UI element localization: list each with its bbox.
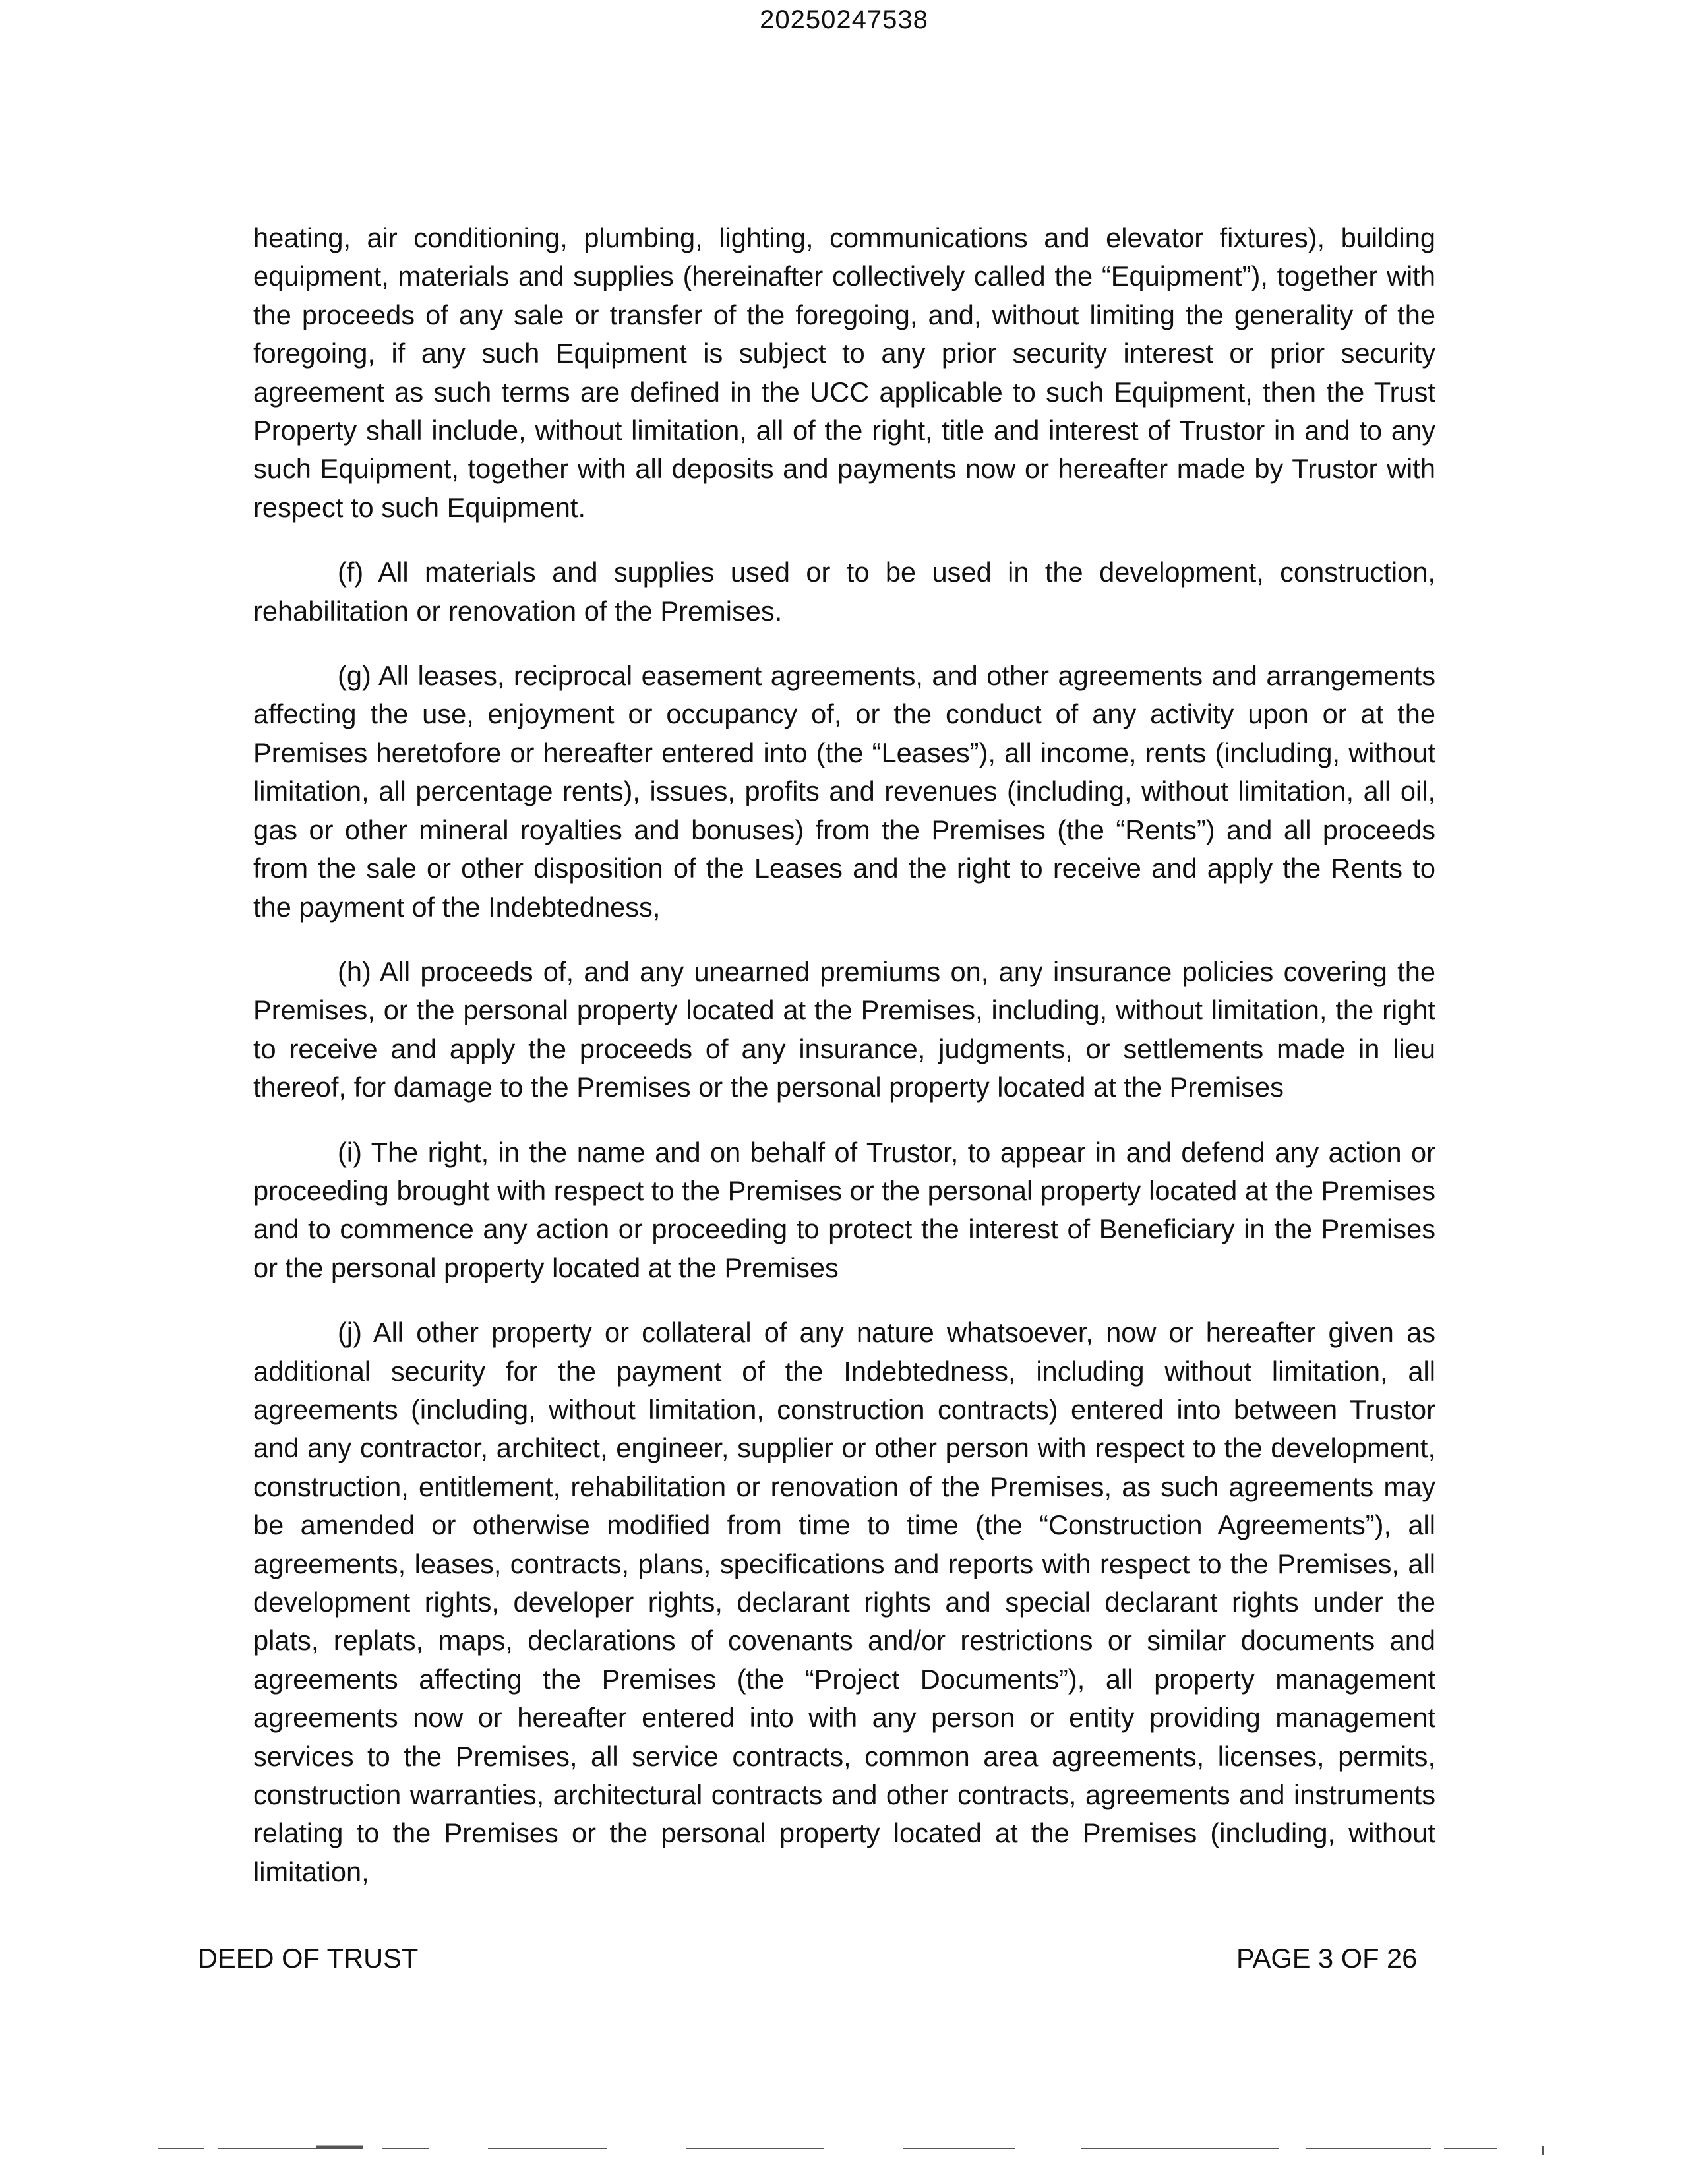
paragraph-equipment: heating, air conditioning, plumbing, lighting, communications and elevator fixtures), building equipment, materials and supplies (hereinafter collectively called the “Equipment”), together with the proceeds of any sale or transfer of the foregoing, and, without limiting the generality of the foregoing, if any such Equipment is subject to any prior security interest or prior security agreement as such terms are defined in the UCC applicable to such Equipment, then the Trust Property shall include, without limitation, all of the right, title and interest of Trustor in and to any such Equipment, together with all deposits and payments now or hereafter made by Trustor with respect to such Equipment. <box>253 222 1435 523</box>
footer-page-number: PAGE 3 OF 26 <box>1236 1943 1418 1974</box>
paragraph-g: (g) All leases, reciprocal easement agreements, and other agreements and arrangements affecting the use, enjoyment or occupancy of, or the conduct of any activity upon or at the Premises heretofore or hereafter entered into (the “Leases”), all income, rents (including, without limitation, all percentage rents), issues, profits and revenues (including, without limitation, all oil, gas or other mineral royalties and bonuses) from the Premises (the “Rents”) and all proceeds from the sale or other disposition of the Leases and the right to receive and apply the Rents to the payment of the Indebtedness, <box>253 660 1435 923</box>
paragraph-h: (h) All proceeds of, and any unearned premiums on, any insurance policies covering the Premises, or the personal property located at the Premises, including, without limitation, the right to receive and apply the proceeds of any insurance, judgments, or settlements made in lieu thereof, for damage to the Premises or the personal property located at the Premises <box>253 956 1435 1103</box>
paragraph-f: (f) All materials and supplies used or to be used in the development, construction, rehabilitation or renovation of the Premises. <box>253 557 1435 626</box>
paragraph-j: (j) All other property or collateral of any nature whatsoever, now or hereafter given as additional security for the payment of the Indebtedness, including without limitation, all agreements (including, without limitation, construction contracts) entered into between Trustor and any contractor, architect, engineer, supplier or other person with respect to the development, construction, entitlement, rehabilitation or renovation of the Premises, as such agreements may be amended or otherwise modified from time to time (the “Construction Agreements”), all agreements, leases, contracts, plans, specifications and reports with respect to the Premises, all development rights, developer rights, declarant rights and special declarant rights under the plats, replats, maps, declarations of covenants and/or restrictions or similar documents and agreements affecting the Premises (the “Project Documents”), all property management agreements now or hereafter entered into with any person or entity providing management services to the Premises, all service contracts, common area agreements, licenses, permits, construction warranties, architectural contracts and other contracts, agreements and instruments relating to the Premises or the personal property located at the Premises (including, without limitation, <box>253 1317 1435 1887</box>
footer-document-title: DEED OF TRUST <box>198 1943 419 1974</box>
scan-artifact-marks <box>145 2140 1596 2160</box>
paragraph-i: (i) The right, in the name and on behalf of Trustor, to appear in and defend any action or proceeding brought with respect to the Premises or the personal property located at the Premises and to commence any action or proceeding to protect the interest of Beneficiary in the Premises or the personal property located at the Premises <box>253 1136 1435 1283</box>
document-body <box>253 219 1435 1918</box>
document-number: 20250247538 <box>760 5 928 34</box>
